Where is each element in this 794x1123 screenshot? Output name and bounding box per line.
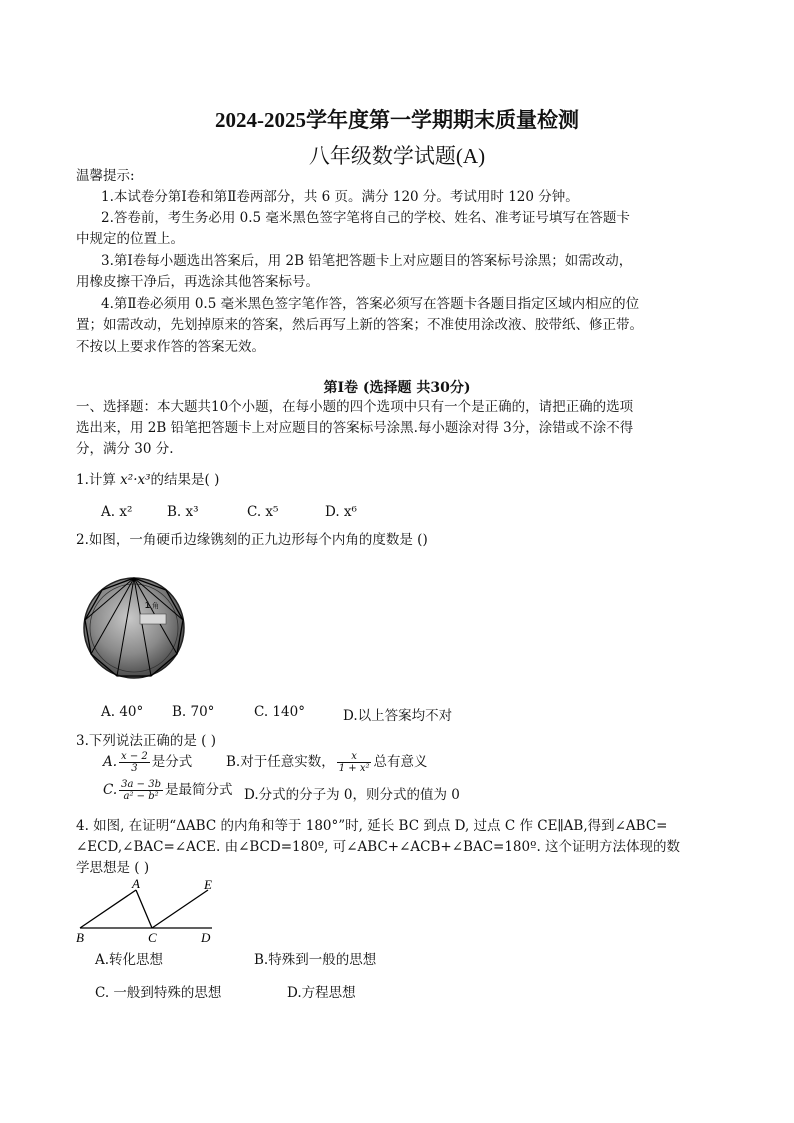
q3-option-b: [226, 750, 427, 774]
q3-option-b-numerator: x: [337, 751, 372, 763]
notice-heading: 温馨提示:: [76, 168, 135, 184]
q2-option-b: B. 70°: [172, 704, 215, 720]
notice-item-3: 3.第Ⅰ卷每小题选出答案后，用 2B 铅笔把答题卡上对应题目的答案标号涂黑；如需改动，: [101, 253, 633, 269]
q3-option-b-tail: 总有意义: [373, 754, 428, 770]
triangle-lines: [80, 890, 212, 928]
coin-nonagon-figure: [82, 574, 192, 684]
label-d: D: [201, 930, 211, 944]
notice-item-4: 4.第Ⅱ卷必须用 0.5 毫米黑色签字笔作答，答案必须写在答题卡各题目指定区域内相应的位: [101, 296, 640, 312]
coin-denomination: 1: [145, 600, 151, 610]
q1-stem-suffix: 的结果是( ): [150, 472, 220, 488]
notice-item-2-cont: 中规定的位置上。: [76, 231, 184, 247]
q3-option-a: [103, 750, 192, 774]
q4-option-a: A.转化思想: [95, 952, 164, 968]
q2-option-c: C. 140°: [254, 704, 305, 720]
q2-option-d: D.以上答案均不对: [343, 708, 453, 724]
q1-option-b: B. x³: [167, 504, 199, 520]
q1-option-a: A. x²: [101, 504, 133, 520]
section-intro-2: 选出来，用 2B 铅笔把答题卡上对应题目的答案标号涂黑.每小题涂对得 3分，涂错或不涂不得: [76, 420, 634, 436]
q1-stem-prefix: 1.计算: [76, 472, 121, 488]
q4-stem-line-2: ∠ECD,∠BAC=∠ACE. 由∠BCD=180º, 可∠ABC+∠ACB+∠BAC=180º. 这个证明方法体现的数: [76, 839, 681, 855]
q4-stem-line-3: 学思想是 ( ): [76, 860, 150, 876]
q3-option-a-numerator: x − 2: [121, 751, 148, 762]
q3-option-a-tail: 是分式: [151, 754, 193, 770]
q3-option-b-head: B.对于任意实数，: [226, 754, 335, 770]
q2-stem: 2.如图，一角硬币边缘镌刻的正九边形每个内角的度数是 (): [76, 532, 428, 548]
coin-label-box: [140, 614, 166, 624]
q4-option-b: B.特殊到一般的思想: [254, 952, 377, 968]
q3-option-c-numerator: 3a − 3b: [121, 779, 161, 790]
label-a: A: [132, 878, 140, 891]
q1-stem: [76, 470, 219, 491]
label-c: C: [148, 930, 157, 944]
notice-item-4-cont2: 不按以上要求作答的答案无效。: [76, 339, 265, 355]
notice-item-1: 1.本试卷分第Ⅰ卷和第Ⅱ卷两部分，共 6 页。满分 120 分。考试用时 120 分钟。: [101, 189, 579, 205]
q4-stem-line-1: 4. 如图, 在证明“ΔABC 的内角和等于 180°”时, 延长 BC 到点 D, 过点 C 作 CE∥AB,得到∠ABC=: [76, 818, 668, 834]
label-e: E: [204, 878, 212, 892]
notice-item-4-cont: 置；如需改动，先划掉原来的答案，然后再写上新的答案；不准使用涂改液、胶带纸、修正带。: [76, 317, 643, 333]
q3-option-c: [103, 778, 232, 802]
notice-item-3-cont: 用橡皮擦干净后，再选涂其他答案标号。: [76, 274, 319, 290]
coin-unit: 角: [152, 602, 159, 610]
label-b: B: [76, 930, 84, 944]
exam-title: 2024-2025学年度第一学期期末质量检测: [215, 108, 579, 132]
exam-subtitle: 八年级数学试题(A): [308, 144, 486, 168]
q2-option-a: A. 40°: [101, 704, 144, 720]
coin-shape: [84, 578, 184, 678]
notice-item-2: 2.答卷前，考生务必用 0.5 毫米黑色签字笔将自己的学校、姓名、准考证号填写在答题卡: [101, 210, 630, 226]
q3-option-c-denominator: a² − b²: [123, 791, 159, 802]
q3-option-c-fraction: [119, 779, 163, 802]
section-intro-3: 分，满分 30 分.: [76, 441, 174, 457]
triangle-figure: [74, 878, 224, 944]
q4-option-d: D.方程思想: [287, 985, 356, 1001]
q3-option-a-denominator: 3: [131, 763, 138, 774]
q3-option-c-tail: 是最简分式: [164, 782, 233, 798]
q3-option-d: D.分式的分子为 0，则分式的值为 0: [244, 787, 460, 803]
q3-stem: 3.下列说法正确的是 ( ): [76, 733, 216, 749]
section-heading: 第Ⅰ卷 (选择题 共30分): [323, 380, 471, 396]
q3-option-b-denominator: 1 + x²: [338, 763, 370, 774]
q3-option-a-label: A.: [103, 754, 118, 770]
section-intro-1: 一、选择题：本大题共10个小题，在每小题的四个选项中只有一个是正确的，请把正确的选项: [76, 399, 634, 415]
q1-stem-expr: x²·x³: [120, 472, 151, 488]
q3-option-b-fraction: [337, 751, 372, 774]
q4-option-c: C. 一般到特殊的思想: [95, 985, 222, 1001]
q3-option-a-fraction: [119, 751, 150, 774]
q1-option-d: D. x⁶: [325, 504, 357, 520]
q3-option-c-label: C.: [103, 782, 118, 798]
q1-option-c: C. x⁵: [247, 504, 279, 520]
